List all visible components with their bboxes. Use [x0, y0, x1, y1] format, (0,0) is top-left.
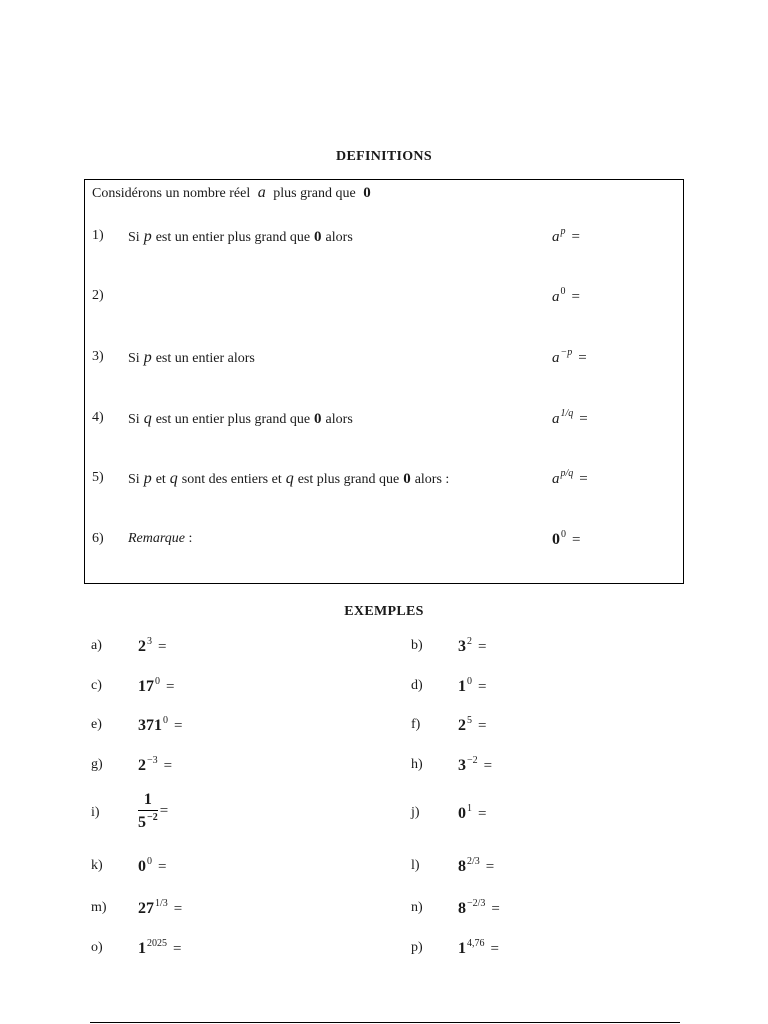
example-letter: b)	[411, 638, 423, 653]
definition-formula: $a^{1/q}$ =	[552, 408, 588, 427]
examples-heading: EXEMPLES	[344, 604, 424, 619]
example-letter: h)	[411, 757, 423, 772]
definition-number: 5)	[92, 470, 104, 485]
definition-row-4	[85, 410, 683, 434]
fraction: $\frac{1}{5^{-2}}$	[138, 791, 158, 831]
definition-row-5	[85, 470, 683, 494]
example-letter: a)	[91, 638, 102, 653]
definition-row-2	[85, 288, 683, 312]
example-letter: i)	[91, 805, 100, 820]
definition-remark: Remarque :	[128, 531, 193, 546]
definition-row-3	[85, 349, 683, 373]
definitions-intro	[92, 184, 375, 202]
example-letter: p)	[411, 940, 423, 955]
example-letter: n)	[411, 900, 423, 915]
definition-formula: $a^{-p}$ =	[552, 347, 587, 366]
example-expression: $3^2$ =	[458, 636, 487, 655]
example-expression: $0^1$ =	[458, 803, 487, 822]
example-letter: c)	[91, 678, 102, 693]
example-letter: o)	[91, 940, 103, 955]
definition-formula: $a^p$ =	[552, 226, 580, 245]
example-expression: $2^3$ =	[138, 636, 167, 655]
definition-number: 6)	[92, 531, 104, 546]
example-expression: $\frac{1}{5^{-2}}$ =	[138, 791, 169, 831]
definition-number: 3)	[92, 349, 104, 364]
example-expression: $371^0$ =	[138, 715, 183, 734]
definition-row-1	[85, 228, 683, 252]
intro-text: Considérons un nombre réel	[92, 186, 251, 201]
intro-text-2: plus grand que	[273, 186, 356, 201]
example-letter: e)	[91, 717, 102, 732]
intro-value: 0	[363, 185, 371, 201]
example-expression: $17^0$ =	[138, 676, 175, 695]
example-expression: $3^{-2}$ =	[458, 755, 493, 774]
example-letter: f)	[411, 717, 421, 732]
footer-divider	[90, 1022, 680, 1023]
definition-number: 1)	[92, 228, 104, 243]
definition-row-6	[85, 531, 683, 555]
example-expression: $0^0$ =	[138, 856, 167, 875]
example-expression: $2^{-3}$ =	[138, 755, 173, 774]
example-expression: $8^{2/3}$ =	[458, 856, 495, 875]
example-expression: $1^{2025}$ =	[138, 938, 182, 957]
example-letter: d)	[411, 678, 423, 693]
definition-formula: $0^0$ =	[552, 529, 581, 548]
example-letter: k)	[91, 858, 103, 873]
example-expression: $8^{-2/3}$ =	[458, 898, 500, 917]
example-letter: g)	[91, 757, 103, 772]
definition-number: 4)	[92, 410, 104, 425]
definition-text: Si p est un entier alors	[128, 349, 255, 366]
example-expression: $2^5$ =	[458, 715, 487, 734]
definition-text: Si p et q sont des entiers et q est plus grand que 0 alors :	[128, 470, 450, 487]
definition-number: 2)	[92, 288, 104, 303]
intro-variable: a	[257, 184, 266, 201]
definitions-heading: DEFINITIONS	[336, 149, 432, 164]
example-expression: $1^0$ =	[458, 676, 487, 695]
example-letter: m)	[91, 900, 107, 915]
example-letter: j)	[411, 805, 420, 820]
definitions-box	[84, 179, 684, 584]
example-expression: $1^{4,76}$ =	[458, 938, 499, 957]
example-expression: $27^{1/3}$ =	[138, 898, 183, 917]
definition-text: Si p est un entier plus grand que 0 alors	[128, 228, 353, 245]
definition-text: Si q est un entier plus grand que 0 alors	[128, 410, 353, 427]
definition-formula: $a^{p/q}$ =	[552, 468, 588, 487]
definition-formula: $a^0$ =	[552, 286, 580, 305]
example-letter: l)	[411, 858, 420, 873]
